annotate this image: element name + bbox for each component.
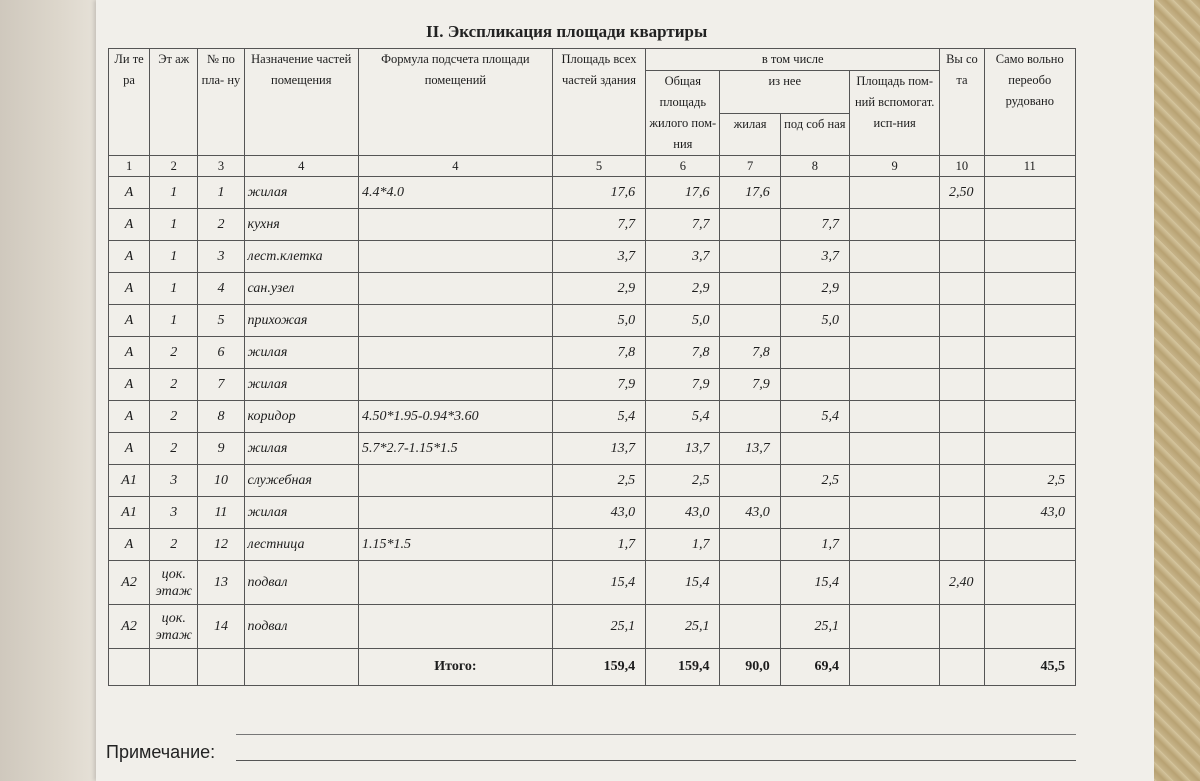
col-number: 6 [646,156,720,177]
cell-formula [359,369,553,401]
cell-height [940,401,984,433]
cell-litera: А2 [109,561,150,605]
col-number: 8 [780,156,849,177]
cell-etazh: 2 [150,433,198,465]
cell-no: 12 [198,529,244,561]
cell-height [940,337,984,369]
col-number: 11 [984,156,1075,177]
cell-aux: 5,0 [780,305,849,337]
table-row [109,401,1076,433]
cell-total: 25,1 [552,605,645,649]
cell-name: подвал [244,561,358,605]
cell-height [940,305,984,337]
cell-height: 2,40 [940,561,984,605]
cell-name: служебная [244,465,358,497]
cell-living [720,529,780,561]
cell-etazh: 1 [150,305,198,337]
cell-general: 2,9 [646,273,720,305]
table-row [109,465,1076,497]
cell-no: 9 [198,433,244,465]
totals-aux: 69,4 [780,649,849,686]
totals-samovol: 45,5 [984,649,1075,686]
cell-total: 5,0 [552,305,645,337]
cell-etazh: 1 [150,177,198,209]
cell-total: 7,9 [552,369,645,401]
cell-living [720,605,780,649]
col-number: 3 [198,156,244,177]
cell-height: 2,50 [940,177,984,209]
cell-total: 17,6 [552,177,645,209]
cell-aux [780,177,849,209]
cell-aux [780,369,849,401]
col-number: 7 [720,156,780,177]
cell-etazh: 2 [150,529,198,561]
explication-table [108,48,1076,686]
table-row [109,305,1076,337]
cell-total: 1,7 [552,529,645,561]
cell-total: 15,4 [552,561,645,605]
header-podsobnaya: под соб ная [780,113,849,156]
cell-litera: А [109,529,150,561]
cell-general: 17,6 [646,177,720,209]
cell-living [720,209,780,241]
table-row [109,529,1076,561]
cell-formula [359,305,553,337]
cell-litera: А2 [109,605,150,649]
cell-living [720,241,780,273]
cell-litera: А [109,273,150,305]
cell-aux [780,497,849,529]
cell-living: 7,9 [720,369,780,401]
col-number: 10 [940,156,984,177]
header-v-tom-chisle: в том числе [646,49,940,71]
cell-litera: А1 [109,497,150,529]
cell-samovol [984,337,1075,369]
totals-living: 90,0 [720,649,780,686]
cell-litera: А [109,241,150,273]
cell-no: 14 [198,605,244,649]
cell-vsp [849,241,939,273]
cell-general: 25,1 [646,605,720,649]
cell-etazh: 3 [150,497,198,529]
cell-no: 13 [198,561,244,605]
cell-living [720,273,780,305]
header-obshaya: Общая площадь жилого пом-ния [646,71,720,156]
cell-general: 7,9 [646,369,720,401]
cell-total: 13,7 [552,433,645,465]
header-etazh: Эт аж [150,49,198,156]
header-vysota: Вы со та [940,49,984,156]
cell-etazh: 1 [150,241,198,273]
cell-general: 13,7 [646,433,720,465]
cell-general: 7,7 [646,209,720,241]
cell-general: 2,5 [646,465,720,497]
cell-vsp [849,177,939,209]
cell-name: кухня [244,209,358,241]
cell-height [940,465,984,497]
header-vspomogat: Площадь пом-ний вспомогат. исп-ния [849,71,939,156]
cell-aux: 2,9 [780,273,849,305]
cell-name: коридор [244,401,358,433]
cell-no: 5 [198,305,244,337]
cell-total: 2,5 [552,465,645,497]
cell-formula [359,209,553,241]
cell-litera: А [109,177,150,209]
cell-no: 4 [198,273,244,305]
cell-living: 43,0 [720,497,780,529]
cell-vsp [849,497,939,529]
table-row [109,497,1076,529]
header-formula: Формула подсчета площади помещений [359,49,553,156]
column-number-row [109,156,1076,177]
cell-etazh: 1 [150,209,198,241]
cell-total: 2,9 [552,273,645,305]
cell-total: 7,7 [552,209,645,241]
cell-height [940,273,984,305]
cell-formula [359,241,553,273]
cell-formula: 1.15*1.5 [359,529,553,561]
cell-vsp [849,273,939,305]
table-body [109,177,1076,649]
cell-aux: 15,4 [780,561,849,605]
cell-height [940,497,984,529]
header-litera: Ли те ра [109,49,150,156]
cell-aux: 7,7 [780,209,849,241]
cell-etazh: 1 [150,273,198,305]
cell-litera: А [109,433,150,465]
cell-aux: 3,7 [780,241,849,273]
cell-formula [359,605,553,649]
cell-samovol [984,273,1075,305]
cell-etazh: цок. этаж [150,561,198,605]
note-divider [236,734,1076,735]
cell-vsp [849,465,939,497]
cell-no: 2 [198,209,244,241]
cell-name: жилая [244,433,358,465]
cell-general: 1,7 [646,529,720,561]
cell-height [940,209,984,241]
cell-samovol [984,369,1075,401]
cell-samovol: 2,5 [984,465,1075,497]
cell-living [720,561,780,605]
cell-litera: А [109,337,150,369]
table-row [109,273,1076,305]
cell-no: 10 [198,465,244,497]
cell-samovol [984,529,1075,561]
cell-samovol [984,433,1075,465]
cell-no: 6 [198,337,244,369]
table-row [109,177,1076,209]
cell-etazh: 3 [150,465,198,497]
cell-vsp [849,529,939,561]
cell-vsp [849,337,939,369]
cell-formula [359,497,553,529]
cell-aux [780,337,849,369]
cell-no: 8 [198,401,244,433]
cell-name: подвал [244,605,358,649]
note-underline [236,760,1076,761]
totals-row [109,649,1076,686]
col-number: 9 [849,156,939,177]
table-row [109,605,1076,649]
totals-general: 159,4 [646,649,720,686]
note-label: Примечание: [106,742,216,762]
cell-living: 7,8 [720,337,780,369]
cell-height [940,241,984,273]
cell-total: 3,7 [552,241,645,273]
col-number: 4 [359,156,553,177]
cell-name: жилая [244,369,358,401]
cell-aux: 2,5 [780,465,849,497]
cell-total: 5,4 [552,401,645,433]
cell-height [940,433,984,465]
col-number: 4 [244,156,358,177]
cell-formula [359,465,553,497]
cell-general: 15,4 [646,561,720,605]
cell-vsp [849,433,939,465]
header-row-1 [109,49,1076,71]
cell-litera: А [109,369,150,401]
cell-living [720,305,780,337]
cell-no: 3 [198,241,244,273]
cell-samovol [984,401,1075,433]
cell-samovol [984,241,1075,273]
cell-general: 5,0 [646,305,720,337]
table-row [109,337,1076,369]
cell-living: 17,6 [720,177,780,209]
header-iz-nee: из нее [720,71,850,114]
cell-etazh: 2 [150,337,198,369]
cell-samovol [984,605,1075,649]
cell-samovol [984,561,1075,605]
table-row [109,241,1076,273]
cell-name: лест.клетка [244,241,358,273]
cell-etazh: цок. этаж [150,605,198,649]
cell-samovol: 43,0 [984,497,1075,529]
cell-aux: 5,4 [780,401,849,433]
header-samovolno: Само вольно переобо рудовано [984,49,1075,156]
background-left [0,0,100,781]
cell-formula [359,337,553,369]
document-sheet [96,0,1154,781]
col-number: 1 [109,156,150,177]
cell-litera: А [109,401,150,433]
cell-vsp [849,401,939,433]
cell-living [720,465,780,497]
cell-no: 1 [198,177,244,209]
cell-name: прихожая [244,305,358,337]
cell-name: лестница [244,529,358,561]
header-ploshad: Площадь всех частей здания [552,49,645,156]
cell-samovol [984,209,1075,241]
cell-general: 7,8 [646,337,720,369]
cell-formula [359,273,553,305]
table-row [109,209,1076,241]
cell-general: 3,7 [646,241,720,273]
cell-vsp [849,369,939,401]
cell-etazh: 2 [150,369,198,401]
cell-vsp [849,305,939,337]
cell-general: 43,0 [646,497,720,529]
cell-litera: А1 [109,465,150,497]
cell-vsp [849,605,939,649]
cell-aux [780,433,849,465]
cell-litera: А [109,305,150,337]
col-number: 2 [150,156,198,177]
cell-no: 11 [198,497,244,529]
cell-name: жилая [244,337,358,369]
table-row [109,561,1076,605]
cell-name: сан.узел [244,273,358,305]
cell-vsp [849,561,939,605]
cell-etazh: 2 [150,401,198,433]
cell-aux: 25,1 [780,605,849,649]
cell-living [720,401,780,433]
document-title: II. Экспликация площади квартиры [426,22,708,41]
cell-height [940,529,984,561]
cell-total: 43,0 [552,497,645,529]
totals-label: Итого: [359,649,553,686]
header-zhilaya: жилая [720,113,780,156]
cell-general: 5,4 [646,401,720,433]
cell-name: жилая [244,497,358,529]
cell-no: 7 [198,369,244,401]
cell-formula: 4.4*4.0 [359,177,553,209]
cell-total: 7,8 [552,337,645,369]
cell-name: жилая [244,177,358,209]
cell-height [940,605,984,649]
table-row [109,433,1076,465]
table-row [109,369,1076,401]
cell-aux: 1,7 [780,529,849,561]
cell-litera: А [109,209,150,241]
cell-formula: 4.50*1.95-0.94*3.60 [359,401,553,433]
cell-formula: 5.7*2.7-1.15*1.5 [359,433,553,465]
col-number: 5 [552,156,645,177]
totals-total: 159,4 [552,649,645,686]
cell-samovol [984,305,1075,337]
header-no: № по пла- ну [198,49,244,156]
cell-formula [359,561,553,605]
header-naznachenie: Назначение частей помещения [244,49,358,156]
cell-samovol [984,177,1075,209]
cell-vsp [849,209,939,241]
cell-living: 13,7 [720,433,780,465]
cell-height [940,369,984,401]
